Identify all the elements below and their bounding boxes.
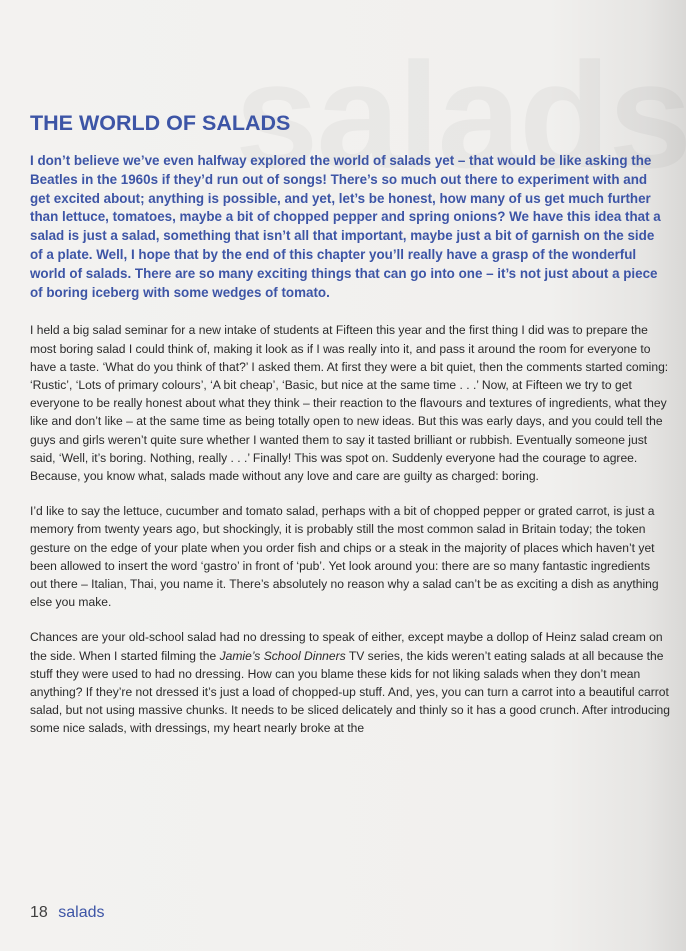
body-paragraph-3	[30, 628, 670, 737]
page-number: 18	[30, 904, 48, 921]
intro-paragraph: I don’t believe we’ve even halfway explored the world of salads yet – that would be like asking the Beatles in the 1960s if they’d run out of songs! There’s so much out there to experiment with and get excited about; anything is possible, and yet, let’s be honest, how many of us get much further than lettuce, tomatoes, maybe a bit of chopped pepper and spring onions? We have this idea that a salad is just a salad, something that isn’t all that important, maybe just a bit of garnish on the side of a plate. Well, I hope that by the end of this chapter you’ll really have a grasp of the wonderful world of salads. There are so many exciting things that can go into one – it’s not just about a piece of boring iceberg with some wedges of tomato.	[30, 153, 661, 300]
body-paragraph-3-start: Chances are your old-school salad had no dressing to speak of either, except maybe a dollop of Heinz salad cream on the side. When I started filming the	[30, 630, 663, 663]
series-title: Jamie’s School Dinners	[219, 648, 346, 663]
body-paragraph-2: I’d like to say the lettuce, cucumber and tomato salad, perhaps with a bit of chopped pepper or grated carrot, is just a memory from twenty years ago, but shockingly, it is probably still the most common salad in Britain today; the token gesture on the edge of your plate when you order fish and chips or a steak in the majority of places which haven’t yet been allowed to insert the word ‘gastro’ in front of ‘pub’. Yet look around you: there are so many fantastic ingredients out there – Italian, Thai, you name it. There’s absolutely no reason why a salad can’t be as exciting a dish as anything else you make.	[30, 504, 659, 610]
body-paragraph-1: I held a big salad seminar for a new intake of students at Fifteen this year and the first thing I did was to prepare the most boring salad I could think of, making it look as if I was really into it, and pass it around the room for everyone to have a taste. ‘What do you think of that?’ I asked them. At first they were a bit quiet, then the comments started coming: ‘Rustic’, ‘Lots of primary colours’, ‘A bit cheap’, ‘Basic, but nice at the same time . . .’ Now, at Fifteen we try to get everyone to be really honest about what they think – their reaction to the flavours and textures of ingredients, what they like and don’t like – at the same time as being totally open to new ideas. But this was early days, and you could tell the guys and girls weren’t quite sure whether I wanted them to say it tasted brilliant or rubbish. Eventually someone just said, ‘Well, it’s boring. Nothing, really . . .’ Finally! This was spot on. Suddenly everyone had the courage to agree. Because, you know what, salads made without any love and care are guilty as charged: boring.	[30, 323, 669, 483]
body-paragraph-3-end: TV series, the kids weren’t eating salads at all because the stuff they were used to had no dressing. How can you blame these kids for not liking salads when they don’t mean anything? If they’re not dressed it’s just a load of chopped-up stuff. And, yes, you can turn a carrot into a beautiful carrot salad, but not using massive chunks. It needs to be sliced delicately and thinly so it has a good crunch. After introducing some nice salads, with dressings, my heart nearly broke at the	[30, 648, 670, 736]
page-footer	[30, 903, 105, 923]
page-title: THE WORLD OF SALADS	[30, 111, 291, 135]
page-content	[30, 110, 670, 755]
section-name: salads	[58, 904, 105, 921]
